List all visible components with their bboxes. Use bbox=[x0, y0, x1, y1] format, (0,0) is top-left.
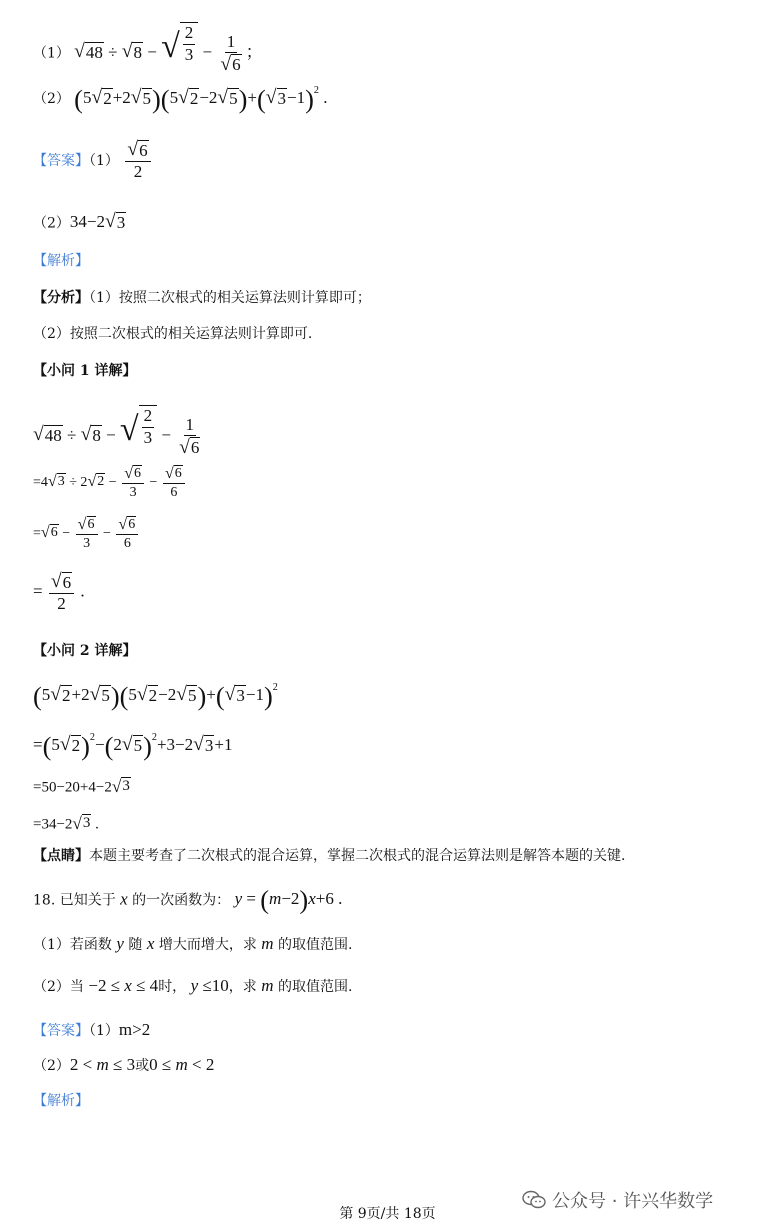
analysis18-label: 【解析】 bbox=[33, 1093, 89, 1109]
problem18-part2: （2）当 −2 ≤ x ≤ 4时， y ≤10，求 m 的取值范围. bbox=[33, 976, 353, 995]
step2-label: 【小问 2 详解】 bbox=[33, 643, 137, 659]
watermark-text: 公众号 · 许兴华数学 bbox=[552, 1191, 714, 1212]
answer17-part2: （2）34−2 √ 3 bbox=[33, 211, 126, 233]
wechat-icon bbox=[522, 1190, 546, 1210]
step1-line2: =4 √ 3 ÷ 2 √ 2 − √ 6 3 − √ 6 6 bbox=[33, 465, 187, 500]
watermark bbox=[522, 1187, 713, 1213]
step2-line3: =50−20+4−2 √ 3 bbox=[33, 776, 130, 796]
answer18-part2: （2）2 < m ≤ 3或0 ≤ m < 2 bbox=[33, 1055, 215, 1074]
step1-line3: = √ 6 − √ 6 3 − √ 6 6 bbox=[33, 516, 140, 551]
problem18-stem: 18. 已知关于 x 的一次函数为： y = (m−2)x+6 . bbox=[33, 886, 343, 915]
step1-label: 【小问 1 详解】 bbox=[33, 363, 137, 379]
step2-line1: (5 √ 2 +2 √ 5 )(5 √ 2 −2 √ 5 )+( √ 3 −1)$^2$ bbox=[33, 681, 278, 711]
step1-line1: √ 48 ÷ √ 8 − √ $\frac{2}{3}$ − 1 √ 6 bbox=[33, 406, 200, 458]
fenxi17-line2: （2）按照二次根式的相关运算法则计算即可. bbox=[33, 326, 313, 342]
step2-line4: =34−2 √ 3 . bbox=[33, 813, 99, 833]
problem18-part1: （1）若函数 y 随 x 增大而增大，求 m 的取值范围. bbox=[33, 934, 353, 953]
dianjing17: 【点睛】本题主要考查了二次根式的混合运算，掌握二次根式的混合运算法则是解答本题的关键. bbox=[33, 848, 626, 864]
step2-line2: =(5 √ 2 )$^2$−(2 √ 5 )$^2$+3−2 √ 3 +1 bbox=[33, 731, 233, 761]
answer18-part1: 【答案】（1）m>2 bbox=[33, 1020, 151, 1039]
problem17-part2: （2） (5 √ 2 +2 √ 5 )(5 √ 2 −2 √ 5 )+( √ 3 −1)$^2$ . bbox=[33, 84, 328, 114]
page-number: 第 9页/共 18页 bbox=[339, 1206, 436, 1222]
step1-line4: = √ 6 2 . bbox=[33, 571, 85, 613]
analysis17-label: 【解析】 bbox=[33, 253, 89, 269]
problem17-part1: （1） √ 48 ÷ √ 8 − √ $\frac{2}{3}$ − 1 √ 6 ； bbox=[33, 23, 263, 75]
fenxi17-line1: 【分析】（1）按照二次根式的相关运算法则计算即可； bbox=[33, 290, 371, 306]
answer17-part1: 【答案】（1） √ 6 2 bbox=[33, 140, 153, 182]
